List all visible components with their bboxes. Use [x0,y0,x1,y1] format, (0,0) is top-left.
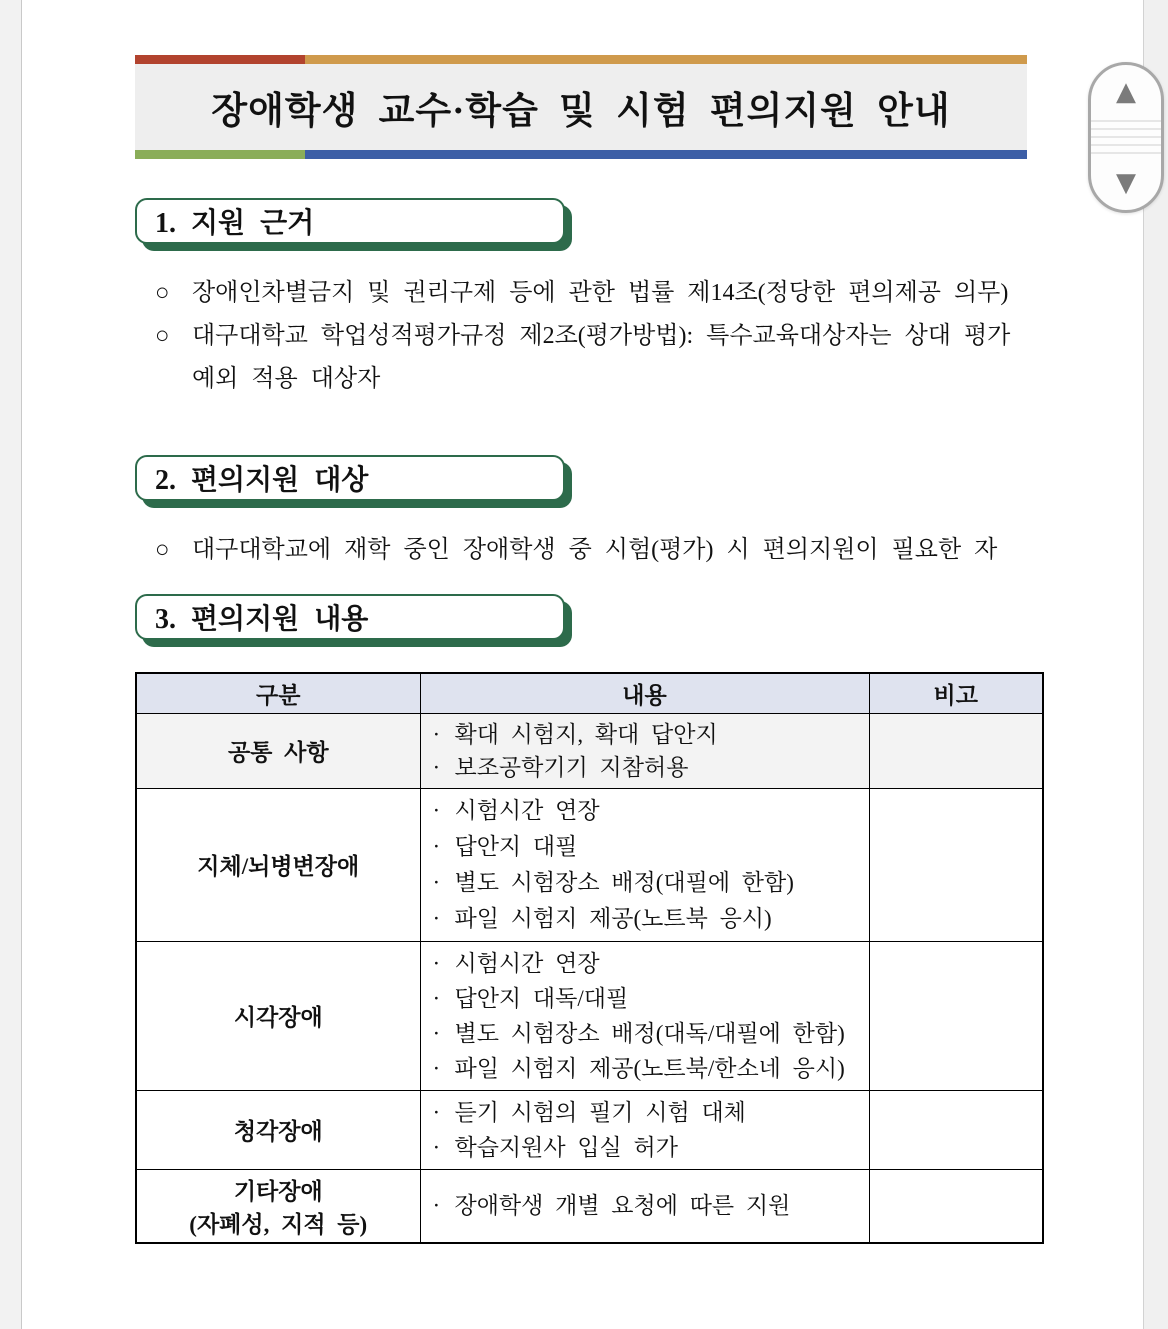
content-line [433,751,861,784]
list-item-text: 장애인차별금지 및 권리구제 등에 관한 법률 제14조(정당한 편의제공 의무) [192,280,1009,306]
list-item [155,272,1027,315]
category-cell: 지체/뇌병변장애 [136,788,420,941]
dot-bullet-icon: · [432,950,441,976]
content-line [433,865,861,901]
table-row-visual [136,941,1043,1090]
banner-bottom-bar-green-segment [135,150,305,159]
dot-bullet-icon: · [432,833,441,859]
dot-bullet-icon: · [432,1099,441,1125]
content-line [433,1016,861,1051]
content-cell [420,1169,869,1243]
section-heading-label: 1. 지원 근거 [155,208,315,239]
triangle-down-icon: ▼ [1116,168,1136,198]
content-line-text: 별도 시험장소 배정(대필에 한함) [454,869,794,895]
content-line [433,901,861,937]
content-line-text: 파일 시험지 제공(노트북 응시) [454,905,772,931]
content-line-text: 시험시간 연장 [454,797,600,823]
support-basis-list [155,272,1027,401]
note-cell [869,941,1043,1090]
content-line-text: 파일 시험지 제공(노트북/한소네 응시) [454,1055,845,1081]
content-line-text: 별도 시험장소 배정(대독/대필에 한함) [454,1020,845,1046]
triangle-up-icon: ▲ [1116,77,1136,107]
dot-bullet-icon: · [432,1134,441,1160]
content-line-text: 시험시간 연장 [454,950,600,976]
category-label: 기타장애 [233,1178,323,1204]
title-area [135,64,1027,150]
content-line-text: 답안지 대독/대필 [454,985,629,1011]
list-item-text: 대구대학교 학업성적평가규정 제2조(평가방법): 특수교육대상자는 상대 평가 예외 적용 대상자 [192,323,1011,392]
dot-bullet-icon: · [432,869,441,895]
banner-bottom-bar-blue-segment [305,150,1027,159]
section-heading-support-basis [135,198,565,244]
content-line-text: 답안지 대필 [454,833,578,859]
column-header-content: 내용 [420,673,869,713]
table-header-row [136,673,1043,713]
scroll-up-button[interactable] [1116,79,1136,105]
dot-bullet-icon: · [432,1020,441,1046]
content-line [433,981,861,1016]
content-line-text: 학습지원사 입실 허가 [454,1134,678,1160]
column-header-note: 비고 [869,673,1043,713]
dot-bullet-icon: · [432,754,441,780]
dot-bullet-icon: · [432,721,441,747]
list-item-text: 대구대학교에 재학 중인 장애학생 중 시험(평가) 시 편의지원이 필요한 자 [192,537,998,563]
category-cell: 시각장애 [136,941,420,1090]
dot-bullet-icon: · [432,985,441,1011]
content-line [433,1130,861,1165]
title-banner [135,55,1027,159]
content-cell [420,713,869,788]
support-content-table [135,672,1044,1244]
dot-bullet-icon: · [432,797,441,823]
banner-top-bar-red-segment [135,55,305,64]
list-item [155,529,1027,572]
content-line-text: 보조공학기기 지참허용 [454,754,689,780]
content-line-text: 확대 시험지, 확대 답안지 [454,721,718,747]
page-title: 장애학생 교수·학습 및 시험 편의지원 안내 [211,91,951,132]
content-line [433,718,861,751]
column-header-category: 구분 [136,673,420,713]
page-left-margin [0,0,22,1329]
banner-top-bar-orange-segment [305,55,1027,64]
category-cell: 공통 사항 [136,713,420,788]
note-cell [869,1090,1043,1169]
table-row-other [136,1169,1043,1243]
content-line [433,829,861,865]
table-row-hearing [136,1090,1043,1169]
content-cell [420,1090,869,1169]
scroll-down-button[interactable] [1116,170,1136,196]
section-heading-support-target [135,455,565,501]
category-cell [136,1169,420,1243]
note-cell [869,1169,1043,1243]
circle-bullet-icon: ○ [155,537,170,563]
content-line [433,793,861,829]
scroll-grip-handle[interactable] [1091,120,1161,156]
content-line [433,1051,861,1086]
list-item [155,315,1027,401]
scroll-widget[interactable] [1088,62,1164,213]
content-line-text: 듣기 시험의 필기 시험 대체 [454,1099,746,1125]
content-cell [420,788,869,941]
content-line [433,946,861,981]
dot-bullet-icon: · [432,905,441,931]
circle-bullet-icon: ○ [155,280,170,306]
dot-bullet-icon: · [432,1055,441,1081]
category-cell: 청각장애 [136,1090,420,1169]
section-heading-label: 3. 편의지원 내용 [155,604,369,635]
content-line [433,1095,861,1130]
table-row-common [136,713,1043,788]
content-line [433,1188,861,1223]
note-cell [869,788,1043,941]
content-line-text: 장애학생 개별 요청에 따른 지원 [454,1193,791,1219]
circle-bullet-icon: ○ [155,323,170,349]
table-row-physical [136,788,1043,941]
note-cell [869,713,1043,788]
dot-bullet-icon: · [432,1193,441,1219]
banner-top-bar [135,55,1027,64]
category-sublabel: (자폐성, 지적 등) [189,1211,368,1237]
support-target-list [155,529,1027,572]
content-cell [420,941,869,1090]
banner-bottom-bar [135,150,1027,159]
section-heading-support-content [135,594,565,640]
section-heading-label: 2. 편의지원 대상 [155,465,369,496]
